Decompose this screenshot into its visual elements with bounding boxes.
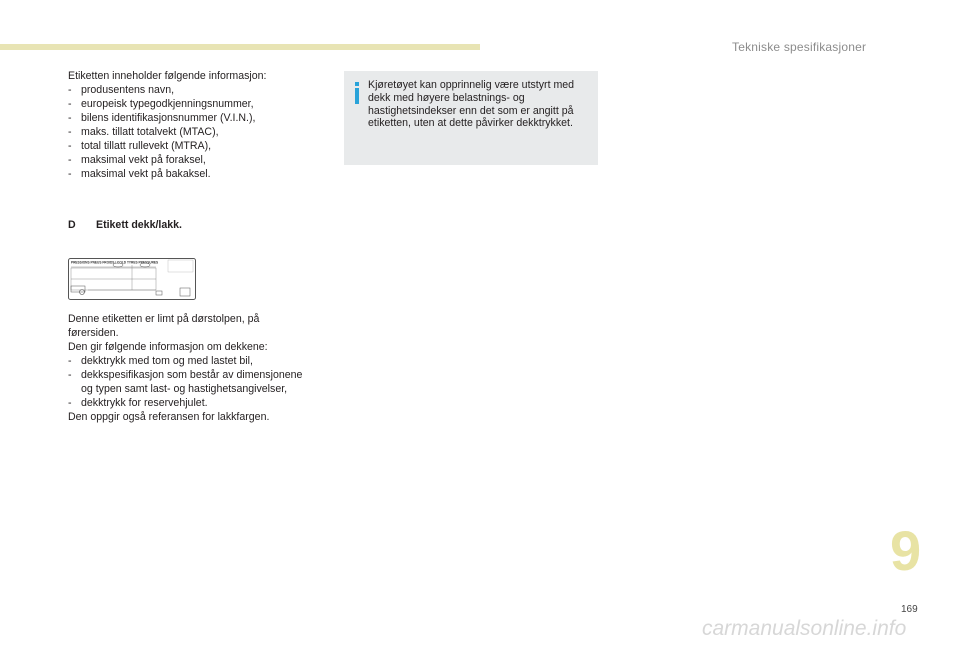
list-item bbox=[68, 111, 328, 125]
section-d-heading bbox=[68, 219, 182, 231]
label-info-intro: Etiketten inneholder følgende informasjon: bbox=[68, 70, 267, 82]
tyre-pressure-label-image bbox=[68, 258, 196, 300]
list-item bbox=[68, 125, 328, 139]
label-description-block bbox=[68, 312, 308, 424]
list-item bbox=[68, 167, 328, 181]
info-icon bbox=[352, 82, 362, 104]
label-location-text: Denne etiketten er limt på dørstolpen, på førersiden. bbox=[68, 313, 260, 339]
list-item-text: produsentens navn, bbox=[81, 84, 175, 96]
list-item-text: maks. tillatt totalvekt (MTAC), bbox=[81, 126, 219, 138]
chapter-color-bar bbox=[0, 44, 480, 50]
list-dash: - bbox=[68, 397, 72, 409]
list-item-text: dekkspesifikasjon som består av dimensjonene og typen samt last- og hastighetsangivelser, bbox=[81, 369, 303, 395]
list-dash: - bbox=[68, 112, 72, 124]
list-dash: - bbox=[68, 140, 72, 152]
list-dash: - bbox=[68, 98, 72, 110]
label-info-block bbox=[68, 69, 328, 181]
chapter-number: 9 bbox=[890, 519, 922, 582]
paint-reference-text: Den oppgir også referansen for lakkfargen. bbox=[68, 411, 270, 423]
list-item bbox=[68, 368, 308, 396]
info-text: Kjøretøyet kan opprinnelig være utstyrt med dekk med høyere belastnings- og hastighetsindekser enn det som er angitt på etiketten, uten at dette påvirker dekktrykket. bbox=[368, 79, 575, 130]
list-dash: - bbox=[68, 126, 72, 138]
label-content-intro: Den gir følgende informasjon om dekkene: bbox=[68, 341, 268, 353]
section-d-title: Etikett dekk/lakk. bbox=[96, 219, 182, 231]
list-item-text: dekktrykk med tom og med lastet bil, bbox=[81, 355, 253, 367]
info-box bbox=[344, 71, 598, 165]
list-dash: - bbox=[68, 84, 72, 96]
list-item-text: total tillatt rullevekt (MTRA), bbox=[81, 140, 212, 152]
list-item bbox=[68, 354, 308, 368]
watermark: carmanualsonline.info bbox=[702, 617, 907, 640]
tyre-label-header: PRESSIONS PNEUS FROIDS / COLD TYRES PRESSURES bbox=[71, 260, 159, 265]
section-title: Tekniske spesifikasjoner bbox=[732, 40, 867, 54]
list-item-text: europeisk typegodkjenningsnummer, bbox=[81, 98, 254, 110]
label-info-list bbox=[68, 83, 328, 181]
list-item bbox=[68, 396, 308, 410]
list-item-text: bilens identifikasjonsnummer (V.I.N.), bbox=[81, 112, 256, 124]
list-item bbox=[68, 97, 328, 111]
list-dash: - bbox=[68, 154, 72, 166]
list-item-text: maksimal vekt på foraksel, bbox=[81, 154, 206, 166]
tyre-info-list bbox=[68, 354, 308, 410]
list-item bbox=[68, 153, 328, 167]
list-item bbox=[68, 83, 328, 97]
list-dash: - bbox=[68, 168, 72, 180]
list-dash: - bbox=[68, 355, 72, 367]
section-d-letter: D bbox=[68, 219, 76, 231]
list-item-text: dekktrykk for reservehjulet. bbox=[81, 397, 208, 409]
list-dash: - bbox=[68, 369, 72, 381]
page-number: 169 bbox=[901, 604, 918, 615]
list-item bbox=[68, 139, 328, 153]
list-item-text: maksimal vekt på bakaksel. bbox=[81, 168, 211, 180]
